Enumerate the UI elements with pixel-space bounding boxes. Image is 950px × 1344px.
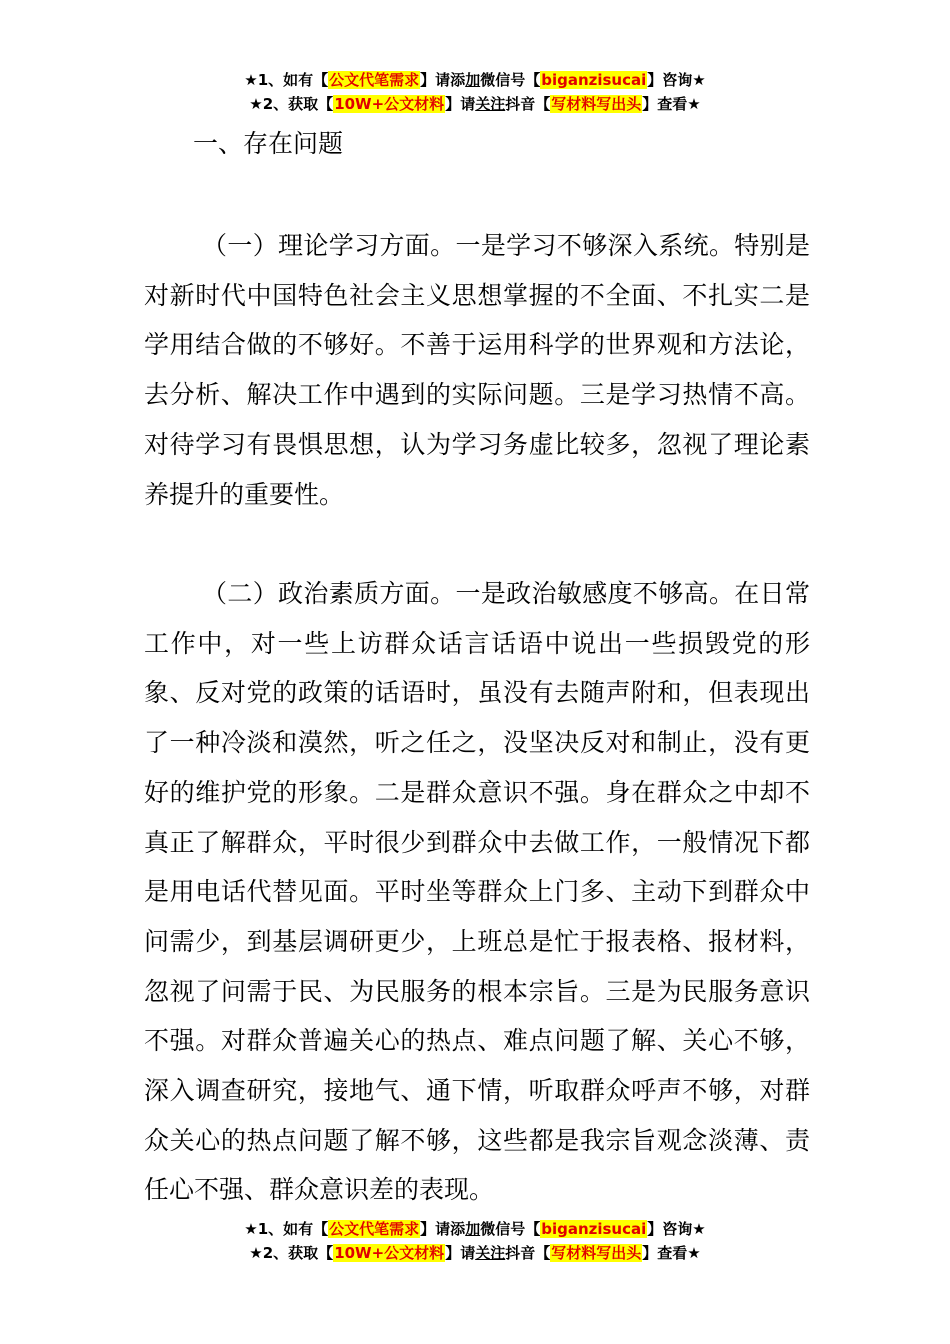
banner-line-1 — [0, 1217, 950, 1241]
banner-text: ★1、如有【 — [244, 71, 329, 89]
banner-text: 抖音【 — [505, 95, 551, 113]
banner-highlight: 10W+公文材料 — [334, 95, 445, 113]
banner-line-2 — [0, 1241, 950, 1265]
banner-highlight: 公文代笔需求 — [329, 1220, 420, 1238]
banner-highlight: 写材料写出头 — [551, 1244, 642, 1262]
banner-text: ★2、获取【 — [249, 1244, 334, 1262]
banner-text: 】查看★ — [642, 1244, 701, 1262]
top-banner — [0, 68, 950, 116]
banner-text: 】查看★ — [642, 95, 701, 113]
banner-text: ★2、获取【 — [249, 95, 334, 113]
paragraph-political-quality: （二）政治素质方面。一是政治敏感度不够高。在日常工作中，对一些上访群众话言话语中说出一些损毁党的形象、反对党的政策的话语时，虽没有去随声附和，但表现出了一种冷淡和漠然，听之任之，没坚决反对和制止，没有更好的维护党的形象。二是群众意识不强。身在群众之中却不真正了解群众，平时很少到群众中去做工作，一般情况下都是用电话代替见面。平时坐等群众上门多、主动下到群众中问需少，到基层调研更少，上班总是忙于报表格、报材料，忽视了问需于民、为民服务的根本宗旨。三是为民服务意识不强。对群众普遍关心的热点、难点问题了解、关心不够，深入调查研究，接地气、通下情，听取群众呼声不够，对群众关心的热点问题了解不够，这些都是我宗旨观念淡薄、责任心不强、群众意识差的表现。 — [144, 579, 810, 1205]
banner-line-2 — [0, 92, 950, 116]
banner-highlight: 写材料写出头 — [551, 95, 642, 113]
section-heading: 一、存在问题 — [193, 129, 344, 158]
banner-highlight: biganzisucai — [541, 1220, 647, 1238]
banner-underlined-text: 关注 — [475, 95, 506, 113]
banner-text: 抖音【 — [505, 1244, 551, 1262]
banner-text: 】咨询★ — [647, 1220, 706, 1238]
banner-text: 微信号【 — [480, 1220, 541, 1238]
banner-text: 】请 — [445, 1244, 476, 1262]
banner-text: 微信号【 — [480, 71, 541, 89]
banner-underlined-text: 关注 — [475, 1244, 506, 1262]
bottom-banner — [0, 1217, 950, 1265]
banner-highlight: biganzisucai — [541, 71, 647, 89]
banner-underlined-text: 加 — [465, 71, 481, 89]
banner-text: ★1、如有【 — [244, 1220, 329, 1238]
banner-highlight: 10W+公文材料 — [334, 1244, 445, 1262]
paragraph-theory-study: （一）理论学习方面。一是学习不够深入系统。特别是对新时代中国特色社会主义思想掌握的不全面、不扎实二是学用结合做的不够好。不善于运用科学的世界观和方法论，去分析、解决工作中遇到的实际问题。三是学习热情不高。对待学习有畏惧思想，认为学习务虚比较多，忽视了理论素养提升的重要性。 — [144, 231, 810, 509]
banner-text: 】请 — [445, 95, 476, 113]
banner-text: 】咨询★ — [647, 71, 706, 89]
banner-underlined-text: 加 — [465, 1220, 481, 1238]
banner-highlight: 公文代笔需求 — [329, 71, 420, 89]
banner-text: 】请添 — [420, 71, 466, 89]
banner-line-1 — [0, 68, 950, 92]
banner-text: 】请添 — [420, 1220, 466, 1238]
